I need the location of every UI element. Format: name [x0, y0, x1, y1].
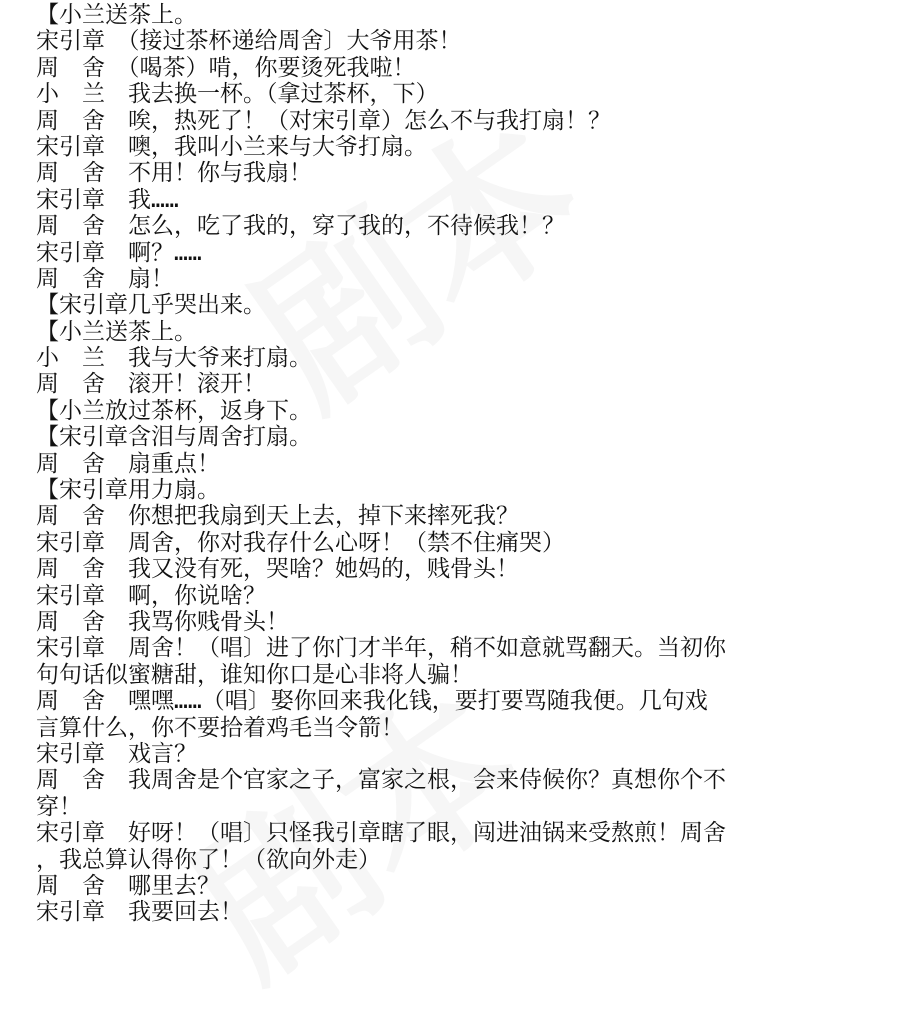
dialogue-line: 周 舍 我又没有死，哭啥？她妈的，贱骨头！	[36, 556, 519, 583]
stage-direction: 【宋引章几乎哭出来。	[36, 292, 266, 319]
dialogue-line: 周 舍 滚开！滚开！	[36, 371, 266, 398]
dialogue-line: 宋引章 周舍！（唱〕进了你门才半年，稍不如意就骂翻天。当初你	[36, 635, 726, 662]
dialogue-line: 宋引章 我要回去！	[36, 899, 243, 926]
stage-direction: 【小兰送茶上。	[36, 2, 197, 28]
dialogue-line: 宋引章 （接过茶杯递给周舍〕大爷用茶！	[36, 28, 462, 55]
dialogue-line: 周 舍 嘿嘿……（唱〕娶你回来我化钱，要打要骂随我便。几句戏	[36, 688, 708, 715]
dialogue-line: 周 舍 怎么，吃了我的，穿了我的，不待候我！？	[36, 213, 565, 240]
stage-direction: 【宋引章含泪与周舍打扇。	[36, 424, 312, 451]
dialogue-line: 周 舍 我周舍是个官家之子，富家之根，会来侍候你？真想你个不	[36, 767, 726, 794]
stage-direction: 【宋引章用力扇。	[36, 477, 220, 504]
dialogue-line: 周 舍 你想把我扇到天上去，掉下来摔死我？	[36, 503, 519, 530]
stage-direction: 【小兰送茶上。	[36, 318, 197, 345]
dialogue-line: 小 兰 我去换一杯。（拿过茶杯，下）	[36, 81, 439, 108]
dialogue-line: 小 兰 我与大爷来打扇。	[36, 345, 312, 372]
dialogue-line: 周 舍 哪里去？	[36, 872, 220, 899]
dialogue-line: 周 舍 扇重点！	[36, 450, 220, 477]
dialogue-line: 周 舍 不用！你与我扇！	[36, 160, 312, 187]
script-page	[36, 0, 886, 926]
dialogue-line: 周 舍 扇！	[36, 265, 174, 292]
dialogue-continuation: 穿！	[36, 793, 82, 820]
dialogue-line: 周 舍 唉，热死了！（对宋引章）怎么不与我打扇！？	[36, 107, 611, 134]
stage-direction: 【小兰放过茶杯，返身下。	[36, 397, 312, 424]
dialogue-continuation: ，我总算认得你了！（欲向外走）	[36, 846, 381, 873]
dialogue-continuation: 句句话似蜜糖甜，谁知你口是心非将人骗！	[36, 661, 473, 688]
dialogue-continuation: 言算什么，你不要拾着鸡毛当令箭！	[36, 714, 404, 741]
dialogue-line: 宋引章 好呀！（唱〕只怪我引章瞎了眼，闯进油锅来受熬煎！周舍	[36, 820, 726, 847]
dialogue-line: 宋引章 啊，你说啥？	[36, 582, 266, 609]
dialogue-line: 周 舍 我骂你贱骨头！	[36, 608, 289, 635]
dialogue-line: 宋引章 周舍，你对我存什么心呀！（禁不住痛哭）	[36, 529, 565, 556]
dialogue-line: 宋引章 噢，我叫小兰来与大爷打扇。	[36, 133, 427, 160]
dialogue-line: 周 舍 （喝茶）啃，你要烫死我啦！	[36, 54, 416, 81]
dialogue-line: 宋引章 啊？……	[36, 239, 202, 266]
dialogue-line: 宋引章 戏言？	[36, 740, 197, 767]
dialogue-line: 宋引章 我……	[36, 186, 179, 213]
